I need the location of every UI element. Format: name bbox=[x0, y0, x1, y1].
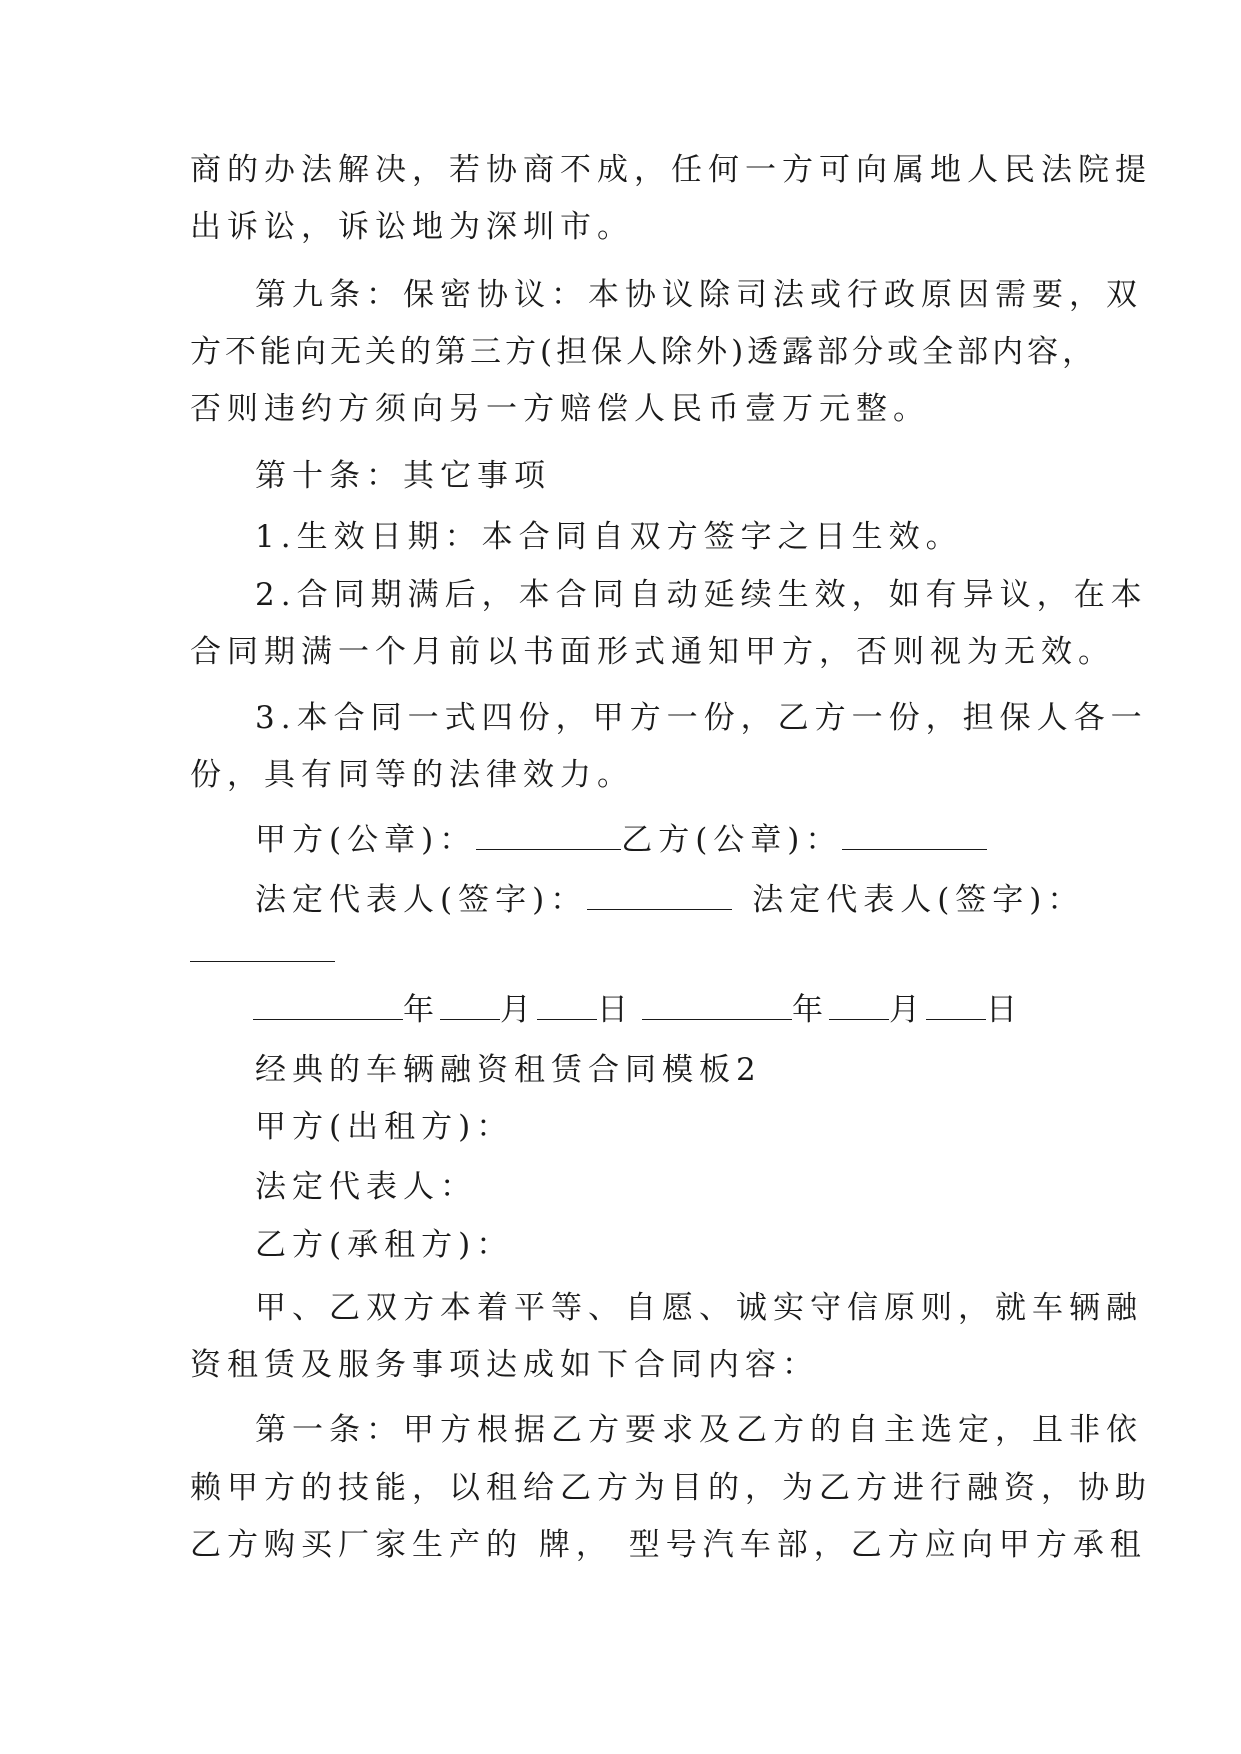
paragraph-line: 合同期满一个月前以书面形式通知甲方，否则视为无效。 bbox=[190, 634, 1115, 670]
paragraph-line: 否则违约方须向另一方赔偿人民币壹万元整。 bbox=[190, 391, 930, 427]
date-a-year-label: 年 bbox=[403, 992, 440, 1028]
party-b-rep-label: 法定代表人(签字)： bbox=[752, 882, 1085, 918]
date-b-year-blank bbox=[642, 991, 792, 1020]
paragraph-line: 资租赁及服务事项达成如下合同内容： bbox=[190, 1347, 819, 1383]
legal-representative-line: 法定代表人： bbox=[255, 1169, 477, 1205]
party-a-rep-blank bbox=[587, 881, 732, 910]
item-1-line: 1.生效日期：本合同自双方签字之日生效。 bbox=[255, 519, 963, 555]
article-9-line: 第九条：保密协议：本协议除司法或行政原因需要，双 bbox=[255, 277, 1143, 313]
paragraph-line: 份，具有同等的法律效力。 bbox=[190, 757, 634, 793]
party-a-lessor-line: 甲方(出租方)： bbox=[255, 1109, 514, 1145]
representative-signature-row bbox=[255, 880, 1155, 920]
seal-signature-row bbox=[255, 820, 1155, 860]
paragraph-line: 乙方购买厂家生产的 牌， 型号汽车部，乙方应向甲方承租 bbox=[190, 1527, 1147, 1563]
date-a-day-label: 日 bbox=[597, 992, 634, 1028]
date-a-month-blank bbox=[440, 991, 500, 1020]
article-1-line: 第一条：甲方根据乙方要求及乙方的自主选定，且非依 bbox=[255, 1412, 1143, 1448]
paragraph-line: 方不能向无关的第三方(担保人除外)透露部分或全部内容， bbox=[190, 334, 1098, 370]
date-b-day-blank bbox=[926, 991, 986, 1020]
template-2-title: 经典的车辆融资租赁合同模板2 bbox=[255, 1052, 762, 1088]
paragraph-line: 商的办法解决，若协商不成，任何一方可向属地人民法院提 bbox=[190, 152, 1152, 188]
preamble-line: 甲、乙双方本着平等、自愿、诚实守信原则，就车辆融 bbox=[255, 1290, 1143, 1326]
party-a-rep-label: 法定代表人(签字)： bbox=[255, 882, 588, 918]
date-b-day-label: 日 bbox=[986, 992, 1023, 1028]
item-3-line: 3.本合同一式四份，甲方一份，乙方一份，担保人各一 bbox=[255, 700, 1148, 736]
date-b-month-blank bbox=[829, 991, 889, 1020]
paragraph-line: 赖甲方的技能，以租给乙方为目的，为乙方进行融资，协助 bbox=[190, 1470, 1152, 1506]
party-b-lessee-line: 乙方(承租方)： bbox=[255, 1227, 514, 1263]
date-b-month-label: 月 bbox=[889, 992, 926, 1028]
party-b-seal-blank bbox=[842, 821, 987, 850]
date-row bbox=[253, 990, 1153, 1030]
party-b-seal-label: 乙方(公章)： bbox=[621, 822, 843, 858]
party-a-seal-label: 甲方(公章)： bbox=[255, 822, 477, 858]
party-b-rep-blank bbox=[190, 933, 335, 962]
date-a-month-label: 月 bbox=[500, 992, 537, 1028]
party-a-seal-blank bbox=[476, 821, 621, 850]
date-b-year-label: 年 bbox=[792, 992, 829, 1028]
party-b-rep-blank-row bbox=[190, 932, 1090, 972]
paragraph-line: 出诉讼，诉讼地为深圳市。 bbox=[190, 209, 634, 245]
date-a-day-blank bbox=[537, 991, 597, 1020]
article-10-heading: 第十条：其它事项 bbox=[255, 458, 551, 494]
item-2-line: 2.合同期满后，本合同自动延续生效，如有异议，在本 bbox=[255, 577, 1148, 613]
date-a-year-blank bbox=[253, 991, 403, 1020]
